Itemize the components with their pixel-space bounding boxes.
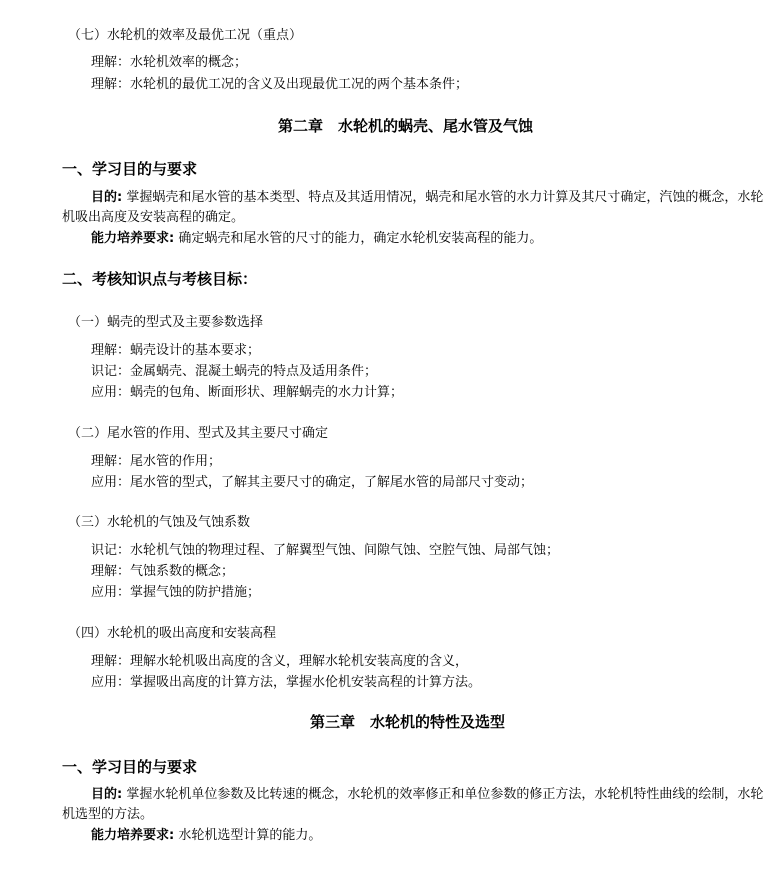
- purpose-paragraph: [62, 188, 768, 228]
- purpose-label: 目的:: [91, 787, 123, 802]
- purpose-text: 掌握水轮机单位参数及比转速的概念，水轮机的效率修正和单位参数的修正方法，水轮机特性曲线的绘制，水轮机选型的方法。: [62, 787, 764, 822]
- section-heading: （四）水轮机的吸出高度和安装高程: [68, 626, 277, 641]
- list-item: 应用：掌握吸出高度的计算方法，掌握水伦机安装高程的计算方法。: [91, 675, 482, 690]
- chapter-title: 第三章 水轮机的特性及选型: [310, 713, 506, 731]
- list-item: 应用：蜗壳的包角、断面形状、理解蜗壳的水力计算；: [91, 385, 404, 400]
- ability-paragraph: [62, 826, 768, 846]
- section-heading: （七）水轮机的效率及最优工况（重点）: [68, 28, 303, 43]
- ability-label: 能力培养要求:: [91, 828, 175, 843]
- list-item: 理解：气蚀系数的概念；: [91, 564, 235, 579]
- list-item: 应用：掌握气蚀的防护措施；: [91, 585, 261, 600]
- list-item: 理解：水轮机效率的概念；: [91, 55, 248, 70]
- list-item: 理解：水轮机的最优工况的含义及出现最优工况的两个基本条件；: [91, 77, 469, 92]
- list-item: 理解：尾水管的作用；: [91, 454, 222, 469]
- list-item: 理解：蜗壳设计的基本要求；: [91, 343, 261, 358]
- section-heading: （三）水轮机的气蚀及气蚀系数: [68, 515, 251, 530]
- section-heading: （二）尾水管的作用、型式及其主要尺寸确定: [68, 426, 329, 441]
- purpose-text: 掌握蜗壳和尾水管的基本类型、特点及其适用情况，蜗壳和尾水管的水力计算及其尺寸确定，汽蚀的概念，水轮机吸出高度及安装高程的确定。: [62, 190, 764, 225]
- ability-label: 能力培养要求:: [91, 231, 175, 246]
- list-item: 应用：尾水管的型式，了解其主要尺寸的确定，了解尾水管的局部尺寸变动；: [91, 475, 534, 490]
- list-item: 理解：理解水轮机吸出高度的含义，理解水轮机安装高度的含义，: [91, 654, 469, 669]
- chapter-title: 第二章 水轮机的蜗壳、尾水管及气蚀: [278, 117, 534, 135]
- goals-heading: 一、学习目的与要求: [62, 160, 198, 178]
- ability-text: 确定蜗壳和尾水管的尺寸的能力，确定水轮机安装高程的能力。: [174, 231, 543, 246]
- ability-paragraph: [62, 229, 768, 249]
- goals-heading: 一、学习目的与要求: [62, 758, 198, 776]
- section-heading: （一）蜗壳的型式及主要参数选择: [68, 315, 264, 330]
- purpose-label: 目的:: [91, 190, 123, 205]
- ability-text: 水轮机选型计算的能力。: [174, 828, 322, 843]
- list-item: 识记：水轮机气蚀的物理过程、了解翼型气蚀、间隙气蚀、空腔气蚀、局部气蚀；: [91, 543, 560, 558]
- knowledge-heading: 二、考核知识点与考核目标：: [62, 270, 258, 288]
- purpose-paragraph: [62, 785, 768, 825]
- list-item: 识记：金属蜗壳、混凝土蜗壳的特点及适用条件；: [91, 364, 378, 379]
